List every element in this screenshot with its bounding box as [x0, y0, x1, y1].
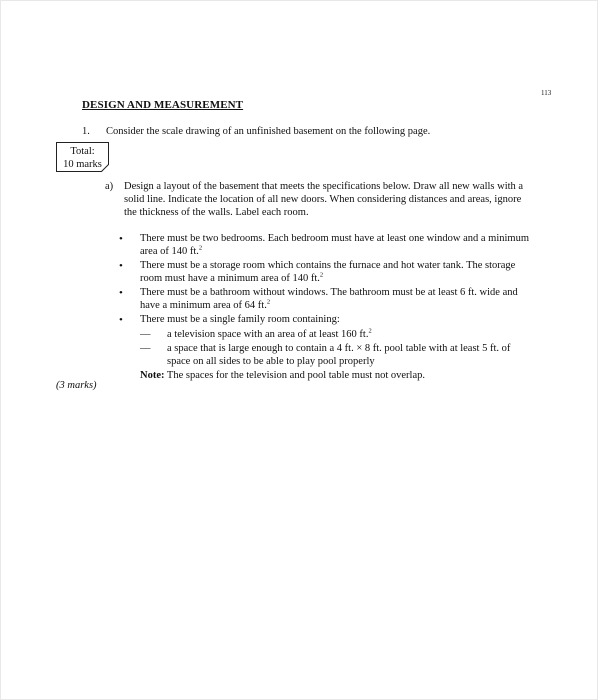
- spec-bedrooms: [119, 233, 529, 258]
- bullet-icon: •: [119, 314, 123, 326]
- bullet-icon: •: [119, 233, 123, 245]
- sub-item-text: a space that is large enough to contain a 4 ft. × 8 ft. pool table with at least 5 ft. of space on all sides to be able to play pool properly: [167, 343, 511, 367]
- spec-family-room: [119, 314, 529, 327]
- spec-text: There must be a single family room containing:: [140, 314, 340, 325]
- spec-text: There must be two bedrooms. Each bedroom must have at least one window and a minimum area of 140 ft.: [140, 233, 529, 257]
- dash-icon: —: [140, 343, 151, 354]
- bullet-icon: •: [119, 260, 123, 272]
- note: [119, 370, 529, 383]
- total-marks-value: 10 marks: [63, 159, 102, 170]
- part-a-marks: (3 marks): [56, 380, 97, 391]
- superscript: 2: [319, 271, 324, 278]
- spec-bathroom: [119, 287, 529, 312]
- spec-text: There must be a storage room which contains the furnace and hot water tank. The storage room must have a minimum area of 140 ft.: [140, 260, 516, 284]
- question-number: 1.: [82, 126, 90, 137]
- dash-icon: —: [140, 328, 151, 340]
- superscript: 2: [368, 327, 372, 334]
- question-text: Consider the scale drawing of an unfinished basement on the following page.: [106, 126, 431, 137]
- total-marks-box: [56, 142, 109, 172]
- part-a-label: a): [105, 181, 114, 192]
- sub-item-pool-table: [119, 343, 529, 368]
- specification-list: [119, 233, 529, 383]
- superscript: 2: [266, 298, 271, 305]
- note-label: Note:: [140, 370, 165, 381]
- sub-item-text: a television space with an area of at least 160 ft.: [167, 328, 369, 340]
- note-text: The spaces for the television and pool table must not overlap.: [164, 370, 425, 381]
- part-a-text: Design a layout of the basement that meets the specifications below. Draw all new walls with a solid line. Indicate the location of all new doors. When considering distances and areas, ignore the thickness of the walls. Label each room.: [124, 181, 524, 218]
- bullet-icon: •: [119, 287, 123, 299]
- sub-item-television: [119, 329, 529, 342]
- page-fold-icon: [101, 164, 109, 172]
- section-heading: DESIGN AND MEASUREMENT: [82, 99, 244, 111]
- total-marks-label: Total:: [70, 146, 95, 157]
- spec-storage: [119, 260, 529, 285]
- part-a: [105, 180, 525, 219]
- superscript: 2: [198, 244, 203, 251]
- page-number: 113: [541, 89, 552, 97]
- spec-text: There must be a bathroom without windows. The bathroom must be at least 6 ft. wide and have a minimum area of 64 ft.: [140, 287, 518, 311]
